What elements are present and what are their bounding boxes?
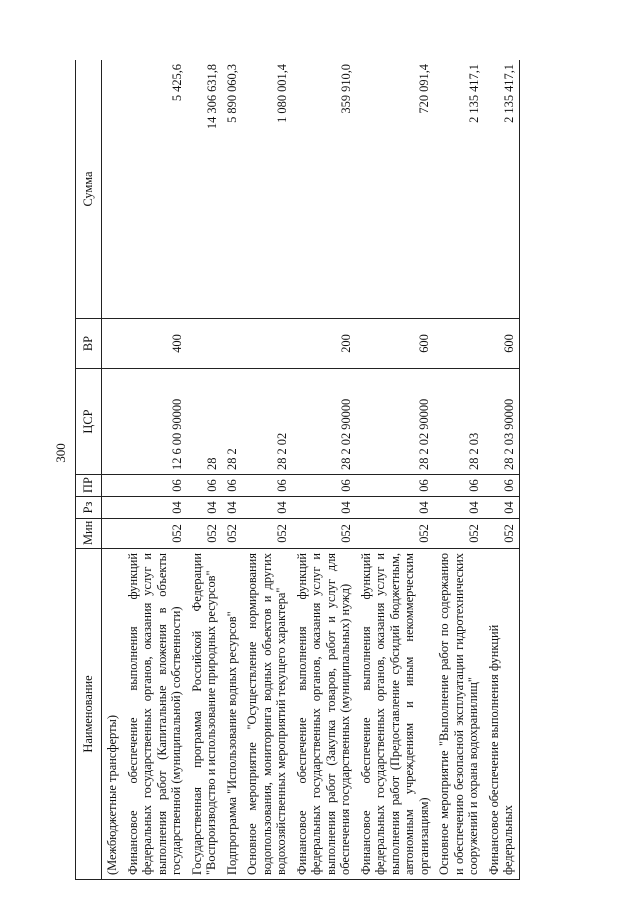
row-min: 052 <box>242 519 292 549</box>
row-pr: 06 <box>484 475 520 497</box>
rotated-page <box>75 60 615 880</box>
row-rz: 04 <box>434 497 484 519</box>
header-pr: ПР <box>76 475 102 497</box>
row-csr: 28 2 02 <box>242 369 292 475</box>
row-pr: 06 <box>187 475 222 497</box>
row-rz: 04 <box>356 497 435 519</box>
table-row <box>356 60 435 880</box>
row-csr: 28 2 02 90000 <box>356 369 435 475</box>
row-csr: 28 2 02 90000 <box>292 369 356 475</box>
row-pr: 06 <box>434 475 484 497</box>
row-name: Подпрограмма "Использование водных ресурсов" <box>222 549 243 880</box>
row-name: Государственная программа Российской Федерации "Воспроизводство и использование природных ресурсов" <box>187 549 222 880</box>
row-vr <box>242 319 292 369</box>
header-rz: Рз <box>76 497 102 519</box>
table-row <box>242 60 292 880</box>
row-name: Финансовое обеспечение выполнения функций федеральных государственных органов, оказания услуг и выполнения работ (Закупка товаров, работ и услуг для обеспечения государственных (муниципальных) нужд) <box>292 549 356 880</box>
row-vr: 200 <box>292 319 356 369</box>
row-min: 052 <box>187 519 222 549</box>
row-vr: 600 <box>356 319 435 369</box>
row-vr: 400 <box>123 319 187 369</box>
row-rz: 04 <box>292 497 356 519</box>
row-vr: 600 <box>484 319 520 369</box>
table-viewport <box>75 60 615 880</box>
row-csr: 12 6 00 90000 <box>123 369 187 475</box>
row-rz: 04 <box>187 497 222 519</box>
table-row <box>123 60 187 880</box>
table-row <box>484 60 520 880</box>
row-sum: 5 890 060,3 <box>222 60 243 319</box>
table-row <box>292 60 356 880</box>
row-sum: 359 910,0 <box>292 60 356 319</box>
row-min: 052 <box>292 519 356 549</box>
row-pr: 06 <box>123 475 187 497</box>
row-name: Основное мероприятие "Осуществление нормирования водопользования, мониторинга водных объектов и других водохозяйственных мероприятий текущего характера" <box>242 549 292 880</box>
row-csr: 28 2 03 90000 <box>484 369 520 475</box>
row-csr: 28 2 <box>222 369 243 475</box>
row-min: 052 <box>356 519 435 549</box>
page-number: 300 <box>53 442 68 463</box>
row-sum: 5 425,6 <box>123 60 187 319</box>
row-sum: 720 091,4 <box>356 60 435 319</box>
row-min: 052 <box>434 519 484 549</box>
row-sum: 14 306 631,8 <box>187 60 222 319</box>
row-name: (Межбюджетные трансферты) <box>102 549 123 880</box>
row-csr <box>102 369 123 475</box>
row-rz: 04 <box>123 497 187 519</box>
row-min <box>102 519 123 549</box>
row-pr: 06 <box>222 475 243 497</box>
header-min: Мин <box>76 519 102 549</box>
row-vr <box>222 319 243 369</box>
row-name: Финансовое обеспечение выполнения функций федеральных <box>484 549 520 880</box>
row-pr: 06 <box>242 475 292 497</box>
table-row <box>102 60 123 880</box>
row-vr <box>434 319 484 369</box>
table-row <box>187 60 222 880</box>
row-min: 052 <box>222 519 243 549</box>
row-pr <box>102 475 123 497</box>
row-rz: 04 <box>484 497 520 519</box>
row-pr: 06 <box>356 475 435 497</box>
row-sum: 2 135 417,1 <box>484 60 520 319</box>
row-rz: 04 <box>242 497 292 519</box>
header-csr: ЦСР <box>76 369 102 475</box>
row-csr: 28 <box>187 369 222 475</box>
row-sum: 1 080 001,4 <box>242 60 292 319</box>
row-min: 052 <box>484 519 520 549</box>
row-min: 052 <box>123 519 187 549</box>
row-vr <box>102 319 123 369</box>
header-sum: Сумма <box>76 60 102 319</box>
budget-table <box>75 60 520 880</box>
header-row <box>76 60 102 880</box>
row-name: Основное мероприятие "Выполнение работ по содержанию и обеспечению безопасной эксплуатации гидротехнических сооружений и охрана водохранилищ" <box>434 549 484 880</box>
row-rz: 04 <box>222 497 243 519</box>
row-csr: 28 2 03 <box>434 369 484 475</box>
header-name: Наименование <box>76 549 102 880</box>
row-name: Финансовое обеспечение выполнения функций федеральных государственных органов, оказания услуг и выполнения работ (Предоставление субсидий бюджетным, автономным учреждениям и иным некоммерческим организациям) <box>356 549 435 880</box>
row-name: Финансовое обеспечение выполнения функций федеральных государственных органов, оказания услуг и выполнения работ (Капитальные вложения в объекты государственной (муниципальной) собственности) <box>123 549 187 880</box>
header-vr: ВР <box>76 319 102 369</box>
row-rz <box>102 497 123 519</box>
table-row <box>222 60 243 880</box>
row-sum: 2 135 417,1 <box>434 60 484 319</box>
row-sum <box>102 60 123 319</box>
table-row <box>434 60 484 880</box>
row-vr <box>187 319 222 369</box>
page-number-area <box>50 0 72 905</box>
row-pr: 06 <box>292 475 356 497</box>
